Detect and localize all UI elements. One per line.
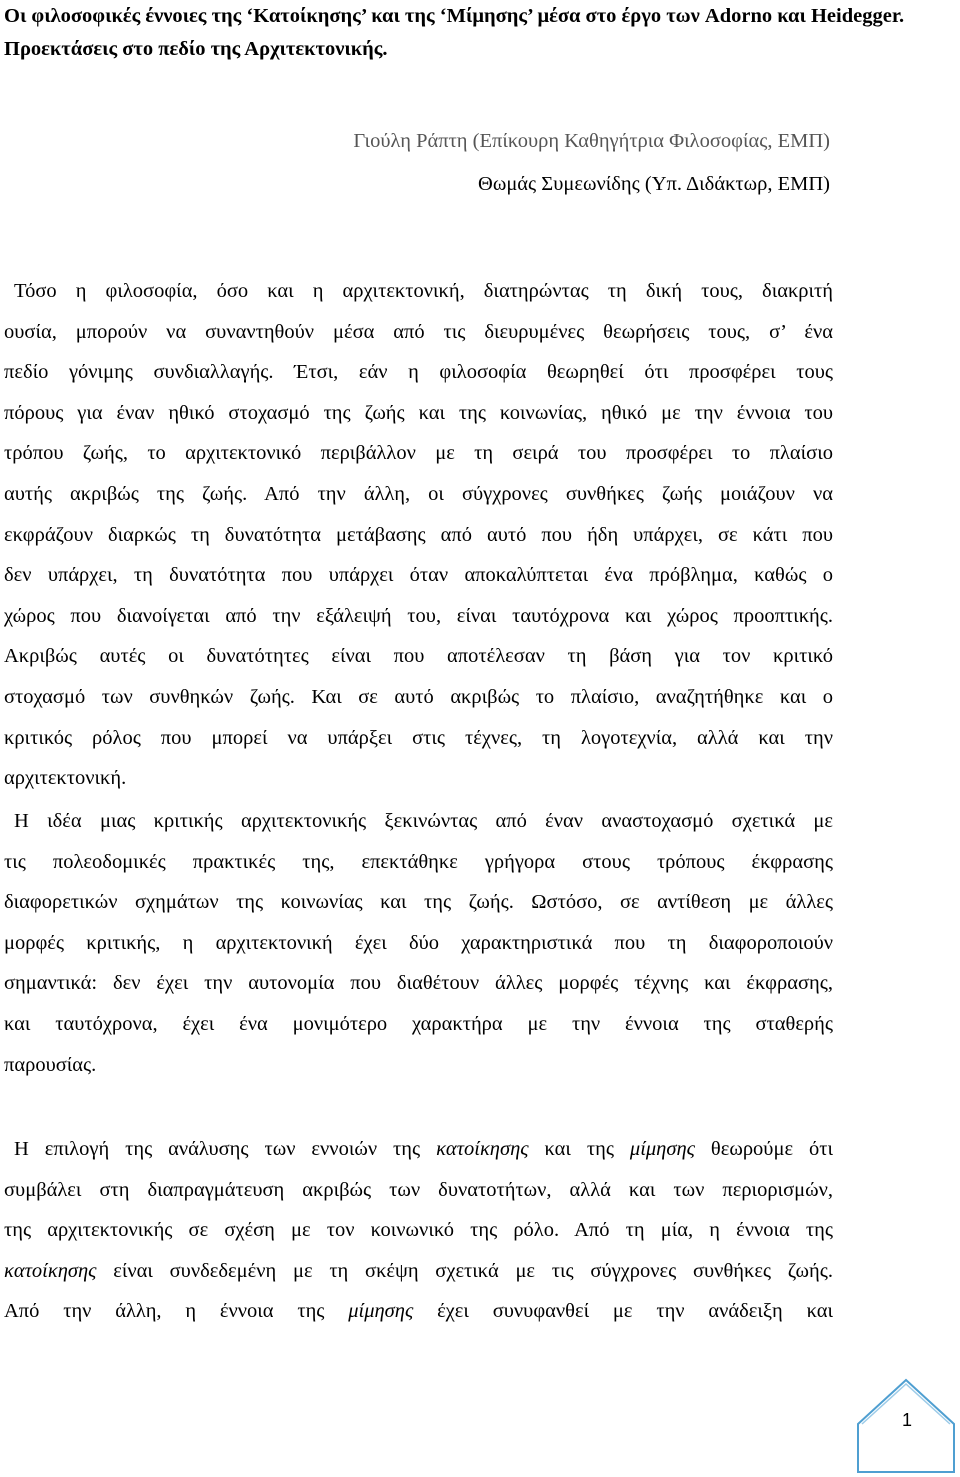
text-line: τρόπου ζωής, το αρχιτεκτονικό περιβάλλον με τη σειρά του προσφέρει το πλαίσιο	[4, 442, 833, 465]
text-run: έχει συνυφανθεί με την ανάδειξη και	[413, 1300, 833, 1323]
text-line	[4, 1129, 833, 1170]
text-run: είναι συνδεδεμένη με τη σκέψη σχετικά με τις σύγχρονες συνθήκες ζωής.	[96, 1259, 833, 1282]
text-line: στοχασμό των συνθηκών ζωής. Και σε αυτό ακριβώς το πλαίσιο, αναζητήθηκε και ο	[4, 685, 833, 708]
text-line	[4, 1251, 833, 1292]
text-line: ουσία, μπορούν να συναντηθούν μέσα από τις διευρυμένες θεωρήσεις τους, σ’ ένα	[4, 320, 833, 343]
paragraph-1	[4, 271, 833, 799]
text-run: θεωρούμε ότι	[694, 1138, 834, 1160]
text-line: κριτικός ρόλος που μπορεί να υπάρξει στις τέχνες, τη λογοτεχνία, αλλά και την	[4, 726, 833, 749]
italic-term: κατοίκησης	[436, 1138, 529, 1160]
page-number: 1	[902, 1410, 913, 1430]
text-line: πόρους για έναν ηθικό στοχασμό της ζωής και της κοινωνίας, ηθικό με την έννοια του	[4, 401, 833, 424]
text-line: σημαντικά: δεν έχει την αυτονομία που διαθέτουν άλλες μορφές τέχνης και έκφρασης,	[4, 972, 833, 995]
text-line: διαφορετικών σχημάτων της κοινωνίας και της ζωής. Ωστόσο, σε αντίθεση με άλλες	[4, 891, 833, 914]
text-run: και της	[528, 1138, 630, 1160]
text-line: Η ιδέα μιας κριτικής αρχιτεκτονικής ξεκινώντας από έναν αναστοχασμό σχετικά με	[14, 810, 833, 832]
text-line: πεδίο γόνιμης συνδιαλλαγής. Έτσι, εάν η φιλοσοφία θεωρηθεί ότι προσφέρει τους	[4, 361, 833, 384]
text-line: αρχιτεκτονική.	[4, 767, 127, 790]
paragraph-2	[4, 801, 833, 1085]
author-line-2: Θωμάς Συμεωνίδης (Υπ. Διδάκτωρ, ΕΜΠ)	[478, 173, 830, 195]
text-line	[4, 1291, 833, 1332]
text-line: αυτής ακριβώς της ζωής. Από την άλλη, οι σύγχρονες συνθήκες ζωής μοιάζουν να	[4, 482, 833, 505]
text-line: Τόσο η φιλοσοφία, όσο και η αρχιτεκτονική, διατηρώντας τη δική τους, διακριτή	[14, 280, 833, 302]
italic-term: μίμησης	[348, 1300, 414, 1323]
italic-term: κατοίκησης	[4, 1259, 97, 1282]
text-line: χώρος που διανοίγεται από την εξάλειψή του, είναι ταυτόχρονα και χώρος προοπτικής.	[4, 604, 833, 627]
text-line: συμβάλει στη διαπραγμάτευση ακριβώς των δυνατοτήτων, αλλά και των περιορισμών,	[4, 1178, 833, 1201]
text-line: παρουσίας.	[4, 1053, 97, 1076]
text-line: εκφράζουν διαρκώς τη δυνατότητα μετάβασης από αυτό που ήδη υπάρχει, σε κάτι που	[4, 523, 833, 546]
author-line-1: Γιούλη Ράπτη (Επίκουρη Καθηγήτρια Φιλοσοφίας, ΕΜΠ)	[353, 130, 830, 152]
text-line: της αρχιτεκτονικής σε σχέση με τον κοινωνικό της ρόλο. Από τη μία, η έννοια της	[4, 1219, 833, 1242]
text-line: τις πολεοδομικές πρακτικές της, επεκτάθηκε γρήγορα στους τρόπους έκφρασης	[4, 850, 833, 873]
text-line: και ταυτόχρονα, έχει ένα μονιμότερο χαρακτήρα με την έννοια της σταθερής	[4, 1012, 833, 1035]
text-line: δεν υπάρχει, τη δυνατότητα που υπάρχει όταν αποκαλύπτεται ένα πρόβλημα, καθώς ο	[4, 564, 833, 587]
text-run: Η επιλογή της ανάλυσης των εννοιών της	[14, 1138, 437, 1160]
paragraph-3	[4, 1129, 833, 1332]
document-title: Οι φιλοσοφικές έννοιες της ‘Κατοίκησης’ και της ‘Μίμησης’ μέσα στο έργο των Adorno και Heidegger. Προεκτάσεις στο πεδίο της Αρχιτεκτονικής.	[4, 5, 905, 60]
text-line: μορφές κριτικής, η αρχιτεκτονική έχει δύο χαρακτηριστικά που τη διαφοροποιούν	[4, 931, 833, 954]
italic-term: μίμησης	[629, 1138, 695, 1160]
text-run: Από την άλλη, η έννοια της	[4, 1300, 349, 1323]
text-line: Ακριβώς αυτές οι δυνατότητες είναι που αποτέλεσαν τη βάση για τον κριτικό	[4, 645, 833, 668]
